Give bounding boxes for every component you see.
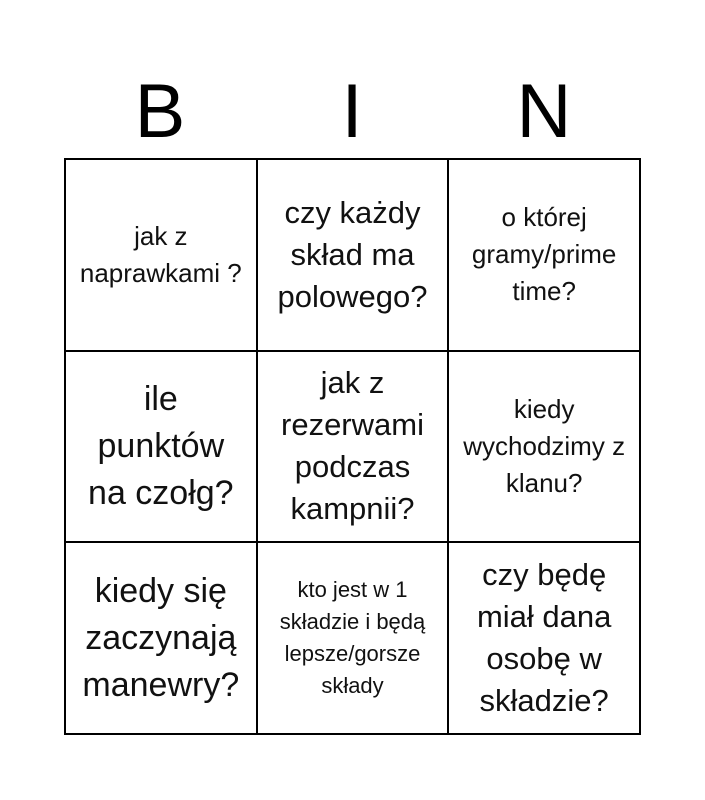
bingo-cell-3[interactable] (449, 160, 641, 352)
bingo-card-grid (64, 158, 641, 735)
bingo-cell-2[interactable] (258, 160, 450, 352)
bingo-cell-text: czy będę miał dana osobę w składzie? (476, 557, 612, 719)
bingo-header-letter-n: N (516, 69, 572, 154)
bingo-cell-6[interactable] (449, 352, 641, 544)
bingo-header-letter-i: I (341, 69, 363, 154)
bingo-cell-text: czy każdy skład ma polowego? (277, 194, 428, 314)
bingo-cell-8[interactable] (258, 543, 450, 735)
bingo-cell-1[interactable] (66, 160, 258, 352)
bingo-cell-text: kiedy wychodzimy z klanu? (463, 393, 626, 498)
bingo-cell-text: jak z naprawkami ? (79, 220, 242, 288)
bingo-header-letter-b: B (134, 69, 186, 154)
bingo-cell-text: o której gramy/prime time? (471, 202, 617, 307)
bingo-cell-7[interactable] (66, 543, 258, 735)
bingo-cell-text: jak z rezerwami podczas kampnii? (281, 365, 424, 527)
bingo-cell-5[interactable] (258, 352, 450, 544)
bingo-cell-4[interactable] (66, 352, 258, 544)
bingo-cell-text: kto jest w 1 składzie i będą lepsze/gorsze składy (279, 577, 426, 699)
bingo-cell-9[interactable] (449, 543, 641, 735)
bingo-cell-text: ile punktów na czołg? (88, 379, 234, 512)
bingo-cell-text: kiedy się zaczynają manewry? (82, 571, 240, 704)
